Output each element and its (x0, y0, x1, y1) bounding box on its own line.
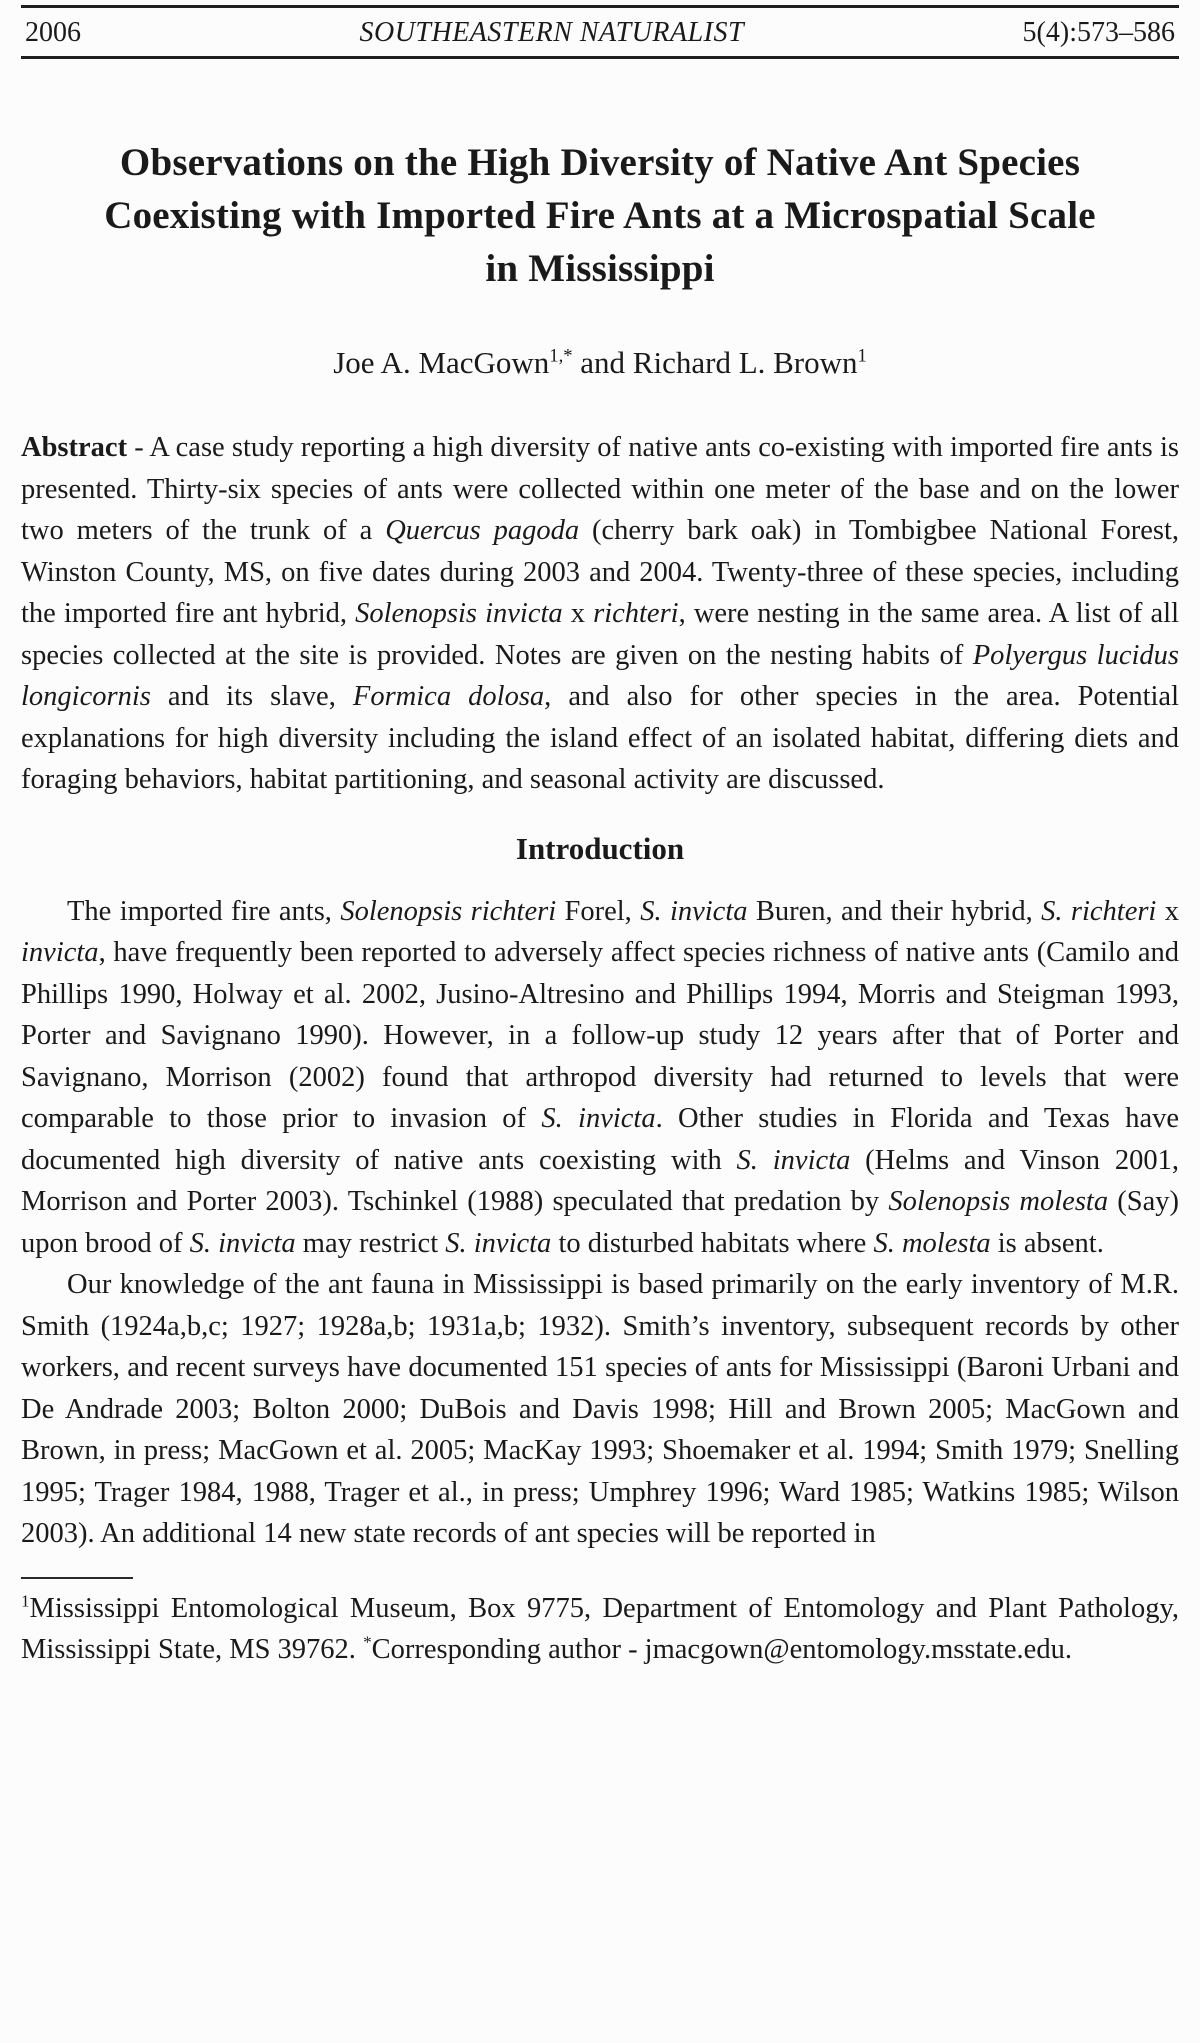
footnote-rule (21, 1577, 133, 1579)
journal-running-header (21, 8, 1179, 56)
header-year: 2006 (25, 17, 81, 48)
introduction-paragraph-1: The imported fire ants, Solenopsis richteri Forel, S. invicta Buren, and their hybrid, S. richteri x invicta, have frequently been reported to adversely affect species richness of native ants (Camilo and Phillips 1990, Holway et al. 2002, Jusino-Altresino and Phillips 1994, Morris and Steigman 1993, Porter and Savignano 1990). However, in a follow-up study 12 years after that of Porter and Savignano, Morrison (2002) found that arthropod diversity had returned to levels that were comparable to those prior to invasion of S. invicta. Other studies in Florida and Texas have documented high diversity of native ants coexisting with S. invicta (Helms and Vinson 2001, Morrison and Porter 2003). Tschinkel (1988) speculated that predation by Solenopsis molesta (Say) upon brood of S. invicta may restrict S. invicta to disturbed habitats where S. molesta is absent. (21, 895, 1180, 1259)
introduction-heading: Introduction (515, 830, 685, 866)
page-content (0, 5, 1200, 1671)
paper-title (21, 136, 1179, 295)
header-journal-name: SOUTHEASTERN NATURALIST (359, 17, 745, 48)
abstract-paragraph: Abstract - A case study reporting a high diversity of native ants co-existing with imported fire ants is presented. Thirty-six species of ants were collected within one meter of the base and on the lower two meters of the trunk of a Quercus pagoda (cherry bark oak) in Tombigbee National Forest, Winston County, MS, on five dates during 2003 and 2004. Twenty-three of these species, including the imported fire ant hybrid, Solenopsis invicta x richteri, were nesting in the same area. A list of all species collected at the site is provided. Notes are given on the nesting habits of Polyergus lucidus longicornis and its slave, Formica dolosa, and also for other species in the area. Potential explanations for high diversity including the island effect of an isolated habitat, differing diets and foraging behaviors, habitat partitioning, and seasonal activity are discussed. (21, 432, 1180, 795)
header-citation: 5(4):573–586 (1022, 17, 1175, 48)
title-line-2: Coexisting with Imported Fire Ants at a Microspatial Scale (104, 194, 1096, 237)
title-line-1: Observations on the High Diversity of Native Ant Species (119, 141, 1081, 184)
introduction-paragraph-2: Our knowledge of the ant fauna in Mississippi is based primarily on the early inventory of M.R. Smith (1924a,b,c; 1927; 1928a,b; 1931a,b; 1932). Smith’s inventory, subsequent records by other workers, and recent surveys have documented 151 species of ants for Mississippi (Baroni Urbani and De Andrade 2003; Bolton 2000; DuBois and Davis 1998; Hill and Brown 2005; MacGown and Brown, in press; MacGown et al. 2005; MacKay 1993; Shoemaker et al. 1994; Smith 1979; Snelling 1995; Trager 1984, 1988, Trager et al., in press; Umphrey 1996; Ward 1985; Watkins 1985; Wilson 2003). An additional 14 new state records of ant species will be reported in (21, 1269, 1179, 1549)
authors-byline: Joe A. MacGown$^{1,*}$ and Richard L. Brown$^1$ (333, 345, 867, 380)
footnote-text: $^1$Mississippi Entomological Museum, Box 9775, Department of Entomology and Plant Pathology, Mississippi State, MS 39762. *Corresponding author - jmacgown@entomology.msstate.edu. (21, 1591, 1179, 1665)
header-rule-bottom (21, 56, 1179, 59)
title-line-3: in Mississippi (485, 247, 715, 290)
